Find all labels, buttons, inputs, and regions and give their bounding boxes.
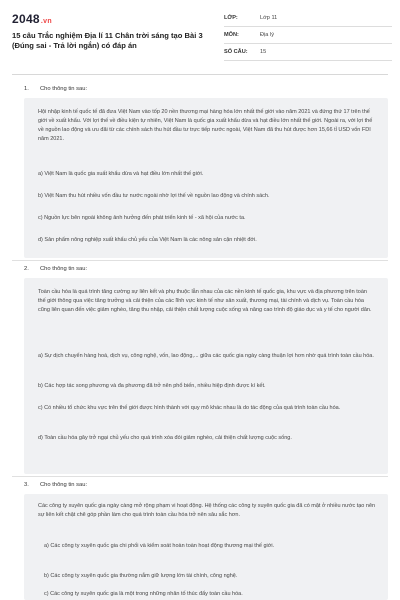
header [0, 0, 400, 62]
question-separator [12, 260, 388, 261]
question-separator [12, 476, 388, 477]
meta-row-count [224, 44, 392, 61]
meta-key: SỐ CÂU: [224, 49, 248, 55]
meta-table [224, 10, 392, 61]
option-b[interactable]: b) Các hợp tác song phương và đa phương đã trở nên phổ biến, nhiều hiệp định được kí kết. [38, 383, 266, 389]
meta-row-class [224, 10, 392, 27]
option-c[interactable]: c) Nguồn lực bên ngoài không ảnh hưởng đến phát triển kinh tế - xã hội của nước ta. [38, 215, 246, 221]
question-header [24, 266, 87, 272]
question-number: 1. [24, 86, 29, 92]
meta-value: Lớp 11 [260, 15, 278, 21]
page-title: 15 câu Trắc nghiệm Địa lí 11 Chân trời sáng tạo Bài 3 (Đúng sai - Trả lời ngắn) có đáp án [12, 31, 203, 50]
meta-value: 15 [260, 49, 267, 55]
meta-key: LỚP: [224, 15, 238, 21]
option-d[interactable]: d) Sản phẩm nông nghiệp xuất khẩu chủ yếu của Việt Nam là các nông sản cận nhiệt đới. [38, 237, 257, 243]
question-header [24, 86, 87, 92]
header-divider [12, 74, 388, 75]
question-header [24, 482, 87, 488]
question-prompt: Cho thông tin sau: [40, 266, 88, 272]
option-a[interactable]: a) Sự dịch chuyển hàng hoá, dịch vụ, công nghệ, vốn, lao động,... giữa các quốc gia ngày càng thuận lợi hơn nhờ quá trình toàn cầu hóa. [38, 353, 374, 359]
question-prompt: Cho thông tin sau: [40, 482, 88, 488]
question-number: 2. [24, 266, 29, 272]
option-c[interactable]: c) Có nhiều tổ chức khu vực trên thế giới được hình thành với quy mô khác nhau là do tác động của quá trình toàn cầu hóa. [38, 405, 341, 411]
option-d[interactable]: d) Toàn cầu hóa gây trở ngại chủ yếu cho quá trình xóa đói giảm nghèo, cải thiện chất lượng cuộc sống. [38, 435, 292, 441]
question-number: 3. [24, 482, 29, 488]
option-b[interactable]: b) Các công ty xuyên quốc gia thường nắm giữ lượng lớn tài chính, công nghệ. [44, 573, 238, 579]
option-b[interactable]: b) Việt Nam thu hút nhiều vốn đầu tư nước ngoài nhờ lợi thế về nguồn lao động và chính sách. [38, 193, 270, 199]
meta-row-subject [224, 27, 392, 44]
question-stem: Hội nhập kinh tế quốc tế đã đưa Việt Nam vào tốp 20 nền thương mại hàng hóa lớn nhất thế giới vào năm 2021 và đứng thứ 17 trên thế giới về xuất khẩu. Với lợi thế về điều kiện tự nhiên, Việt Nam là quốc gia xuất khẩu dừa và hạt điều lớn nhất thế giới. Ngoài ra, với lợi thế về nguồn lao động và ưu đãi từ các chính sách thu hút đầu tư trực tiếp nước ngoài, Việt Nam đã thu hút được hơn 15,66 tỉ USD vốn FDI năm 2021. [38, 109, 373, 142]
question-stem: Các công ty xuyên quốc gia ngày càng mở rộng phạm vi hoạt động. Hệ thống các công ty xuyên quốc gia đã có mặt ở nhiều nước tạo nên sự liên kết chặt chẽ góp phần làm cho quá trình toàn cầu hóa trở nên sâu sắc hơn. [38, 503, 376, 518]
logo-domain: .vn [40, 18, 52, 25]
question-box [24, 278, 388, 474]
option-a[interactable]: a) Các công ty xuyên quốc gia chi phối và kiểm soát hoàn toàn hoạt động thương mại thế giới. [44, 543, 275, 549]
logo-number: 2048 [12, 12, 40, 26]
meta-key: MÔN: [224, 32, 239, 38]
question-stem: Toàn cầu hóa là quá trình tăng cường sự liên kết và phụ thuộc lẫn nhau của các nền kinh tế quốc gia, khu vực và địa phương trên toàn thế giới thông qua việc tăng trưởng và cải thiện của các lĩnh vực kinh tế như sản xuất, thương mại, tài chính và dịch vụ. Toàn cầu hóa cũng liên quan đến việc giảm nghèo, tăng thu nhập, cải thiện chất lượng cuộc sống và nâng cao trình độ giáo dục và y tế cho người dân. [38, 289, 372, 313]
question-box [24, 494, 388, 600]
option-c[interactable]: c) Các công ty xuyên quốc gia là một trong những nhân tố thúc đẩy toàn cầu hóa. [44, 591, 243, 597]
site-logo[interactable] [12, 12, 52, 26]
question-prompt: Cho thông tin sau: [40, 86, 88, 92]
meta-value: Địa lý [260, 32, 274, 38]
option-a[interactable]: a) Việt Nam là quốc gia xuất khẩu dừa và hạt điều lớn nhất thế giới. [38, 171, 204, 177]
question-box [24, 98, 388, 258]
